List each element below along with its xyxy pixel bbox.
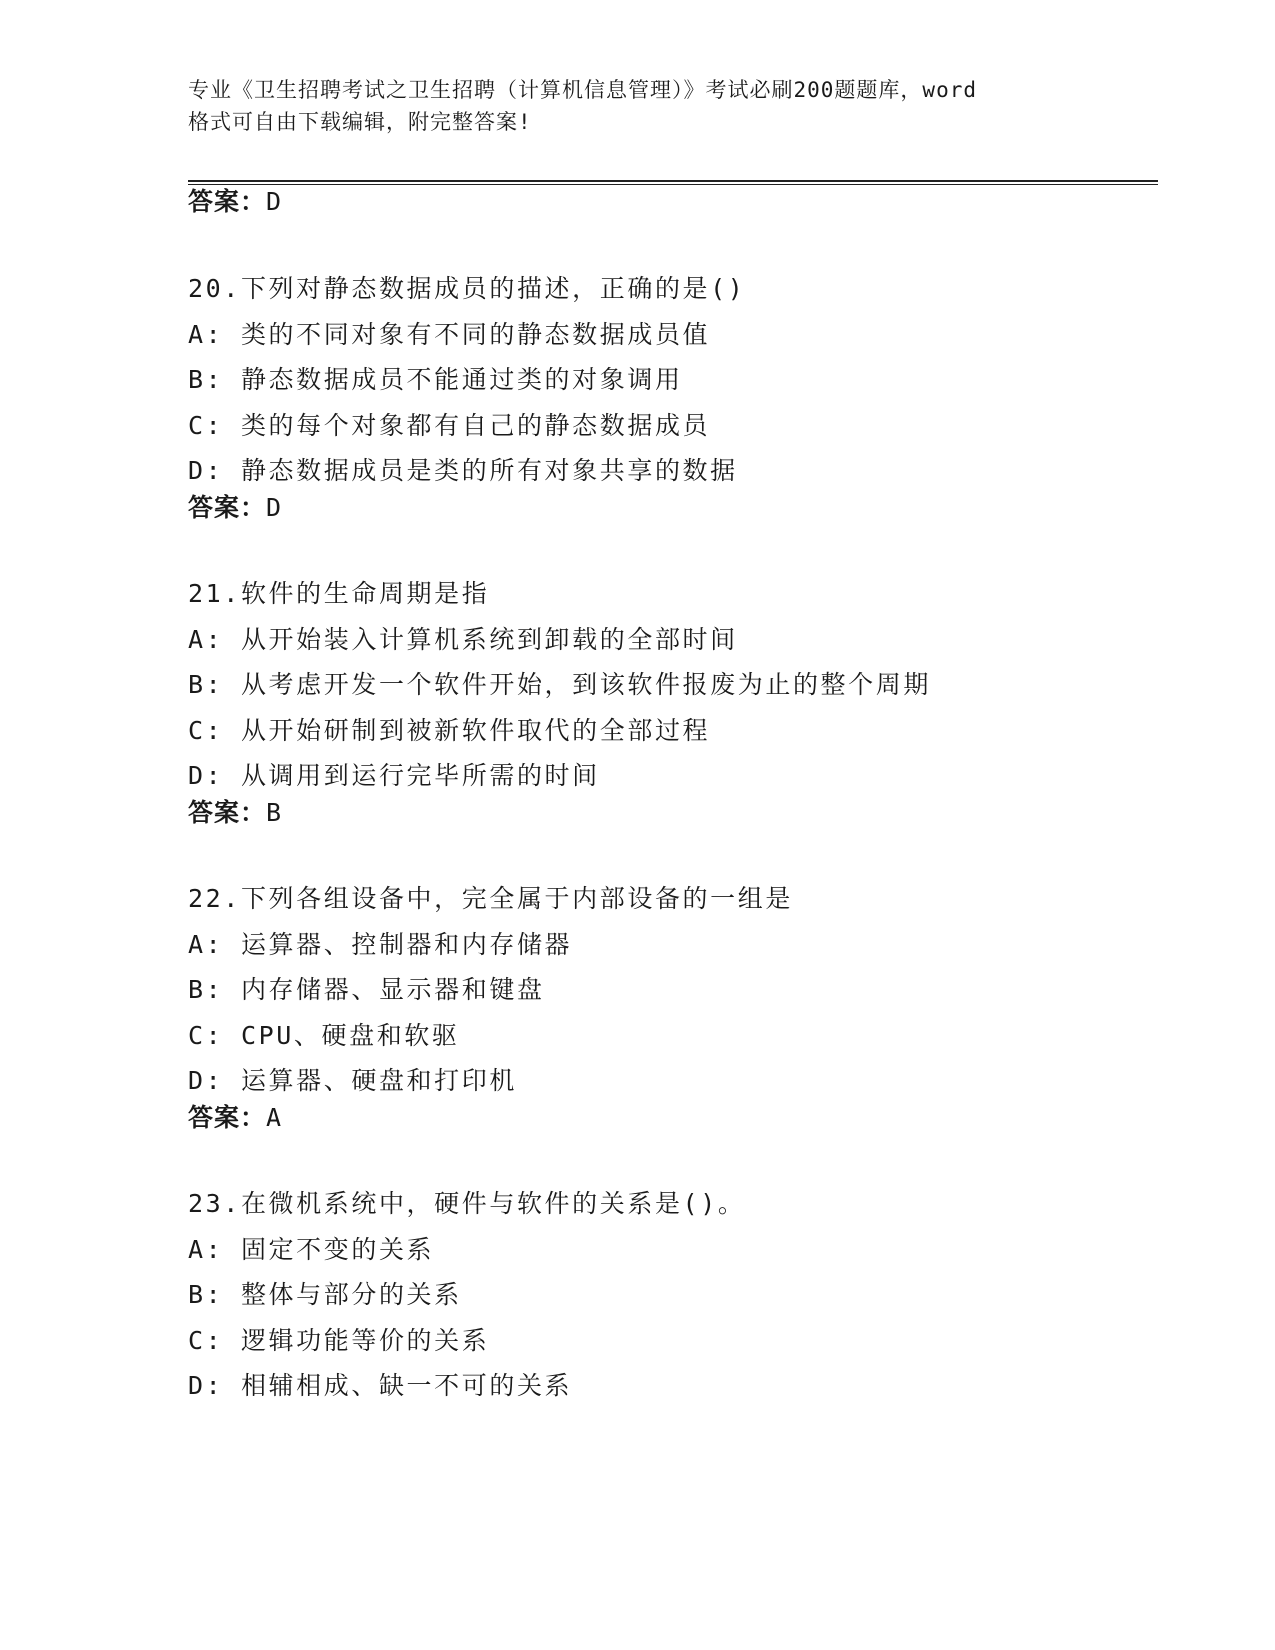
question-stem: 20.下列对静态数据成员的描述，正确的是(): [188, 274, 746, 303]
header-line-2: 格式可自由下载编辑，附完整答案!: [188, 110, 532, 134]
option-a: A: 运算器、控制器和内存储器: [188, 929, 573, 959]
option-b: B: 从考虑开发一个软件开始，到该软件报废为止的整个周期: [188, 670, 931, 699]
answer-value: D: [266, 187, 283, 216]
answer-line-20: [188, 492, 282, 524]
question-stem: 23.在微机系统中，硬件与软件的关系是()。: [188, 1189, 746, 1218]
option-c: C: 逻辑功能等价的关系: [188, 1325, 490, 1355]
option-a: A: 固定不变的关系: [188, 1234, 435, 1264]
answer-value: D: [266, 493, 283, 522]
option-d: D: 静态数据成员是类的所有对象共享的数据: [188, 456, 738, 485]
header-divider-thin: [188, 184, 1158, 185]
answer-label: 答案：: [188, 493, 267, 522]
answer-value: A: [266, 1103, 283, 1132]
answer-value: B: [266, 798, 283, 827]
option-d: D: 运算器、硬盘和打印机: [188, 1066, 517, 1095]
option-d: D: 相辅相成、缺一不可的关系: [188, 1371, 573, 1400]
answer-label: 答案：: [188, 798, 267, 827]
header-divider-thick: [188, 180, 1158, 182]
option-b: B: 内存储器、显示器和键盘: [188, 975, 545, 1004]
question-20: [188, 266, 1188, 494]
header-line-1: 专业《卫生招聘考试之卫生招聘（计算机信息管理）》考试必刷200题题库，word: [188, 78, 977, 102]
option-c: C: CPU、硬盘和软驱: [188, 1020, 460, 1050]
option-b: B: 整体与部分的关系: [188, 1280, 462, 1309]
question-23: [188, 1181, 1188, 1409]
answer-label: 答案：: [188, 1103, 267, 1132]
question-stem: 22.下列各组设备中，完全属于内部设备的一组是: [188, 884, 793, 913]
document-header: [188, 74, 1088, 138]
answer-line-previous: [188, 186, 282, 218]
question-22: [188, 876, 1188, 1104]
answer-line-21: [188, 797, 282, 829]
option-c: C: 类的每个对象都有自己的静态数据成员: [188, 410, 711, 440]
option-c: C: 从开始研制到被新软件取代的全部过程: [188, 715, 711, 745]
question-stem: 21.软件的生命周期是指: [188, 579, 490, 608]
answer-label: 答案：: [188, 187, 267, 216]
option-b: B: 静态数据成员不能通过类的对象调用: [188, 365, 683, 394]
answer-line-22: [188, 1102, 282, 1134]
option-d: D: 从调用到运行完毕所需的时间: [188, 761, 600, 790]
option-a: A: 从开始装入计算机系统到卸载的全部时间: [188, 624, 738, 654]
option-a: A: 类的不同对象有不同的静态数据成员值: [188, 319, 711, 349]
question-21: [188, 571, 1188, 799]
